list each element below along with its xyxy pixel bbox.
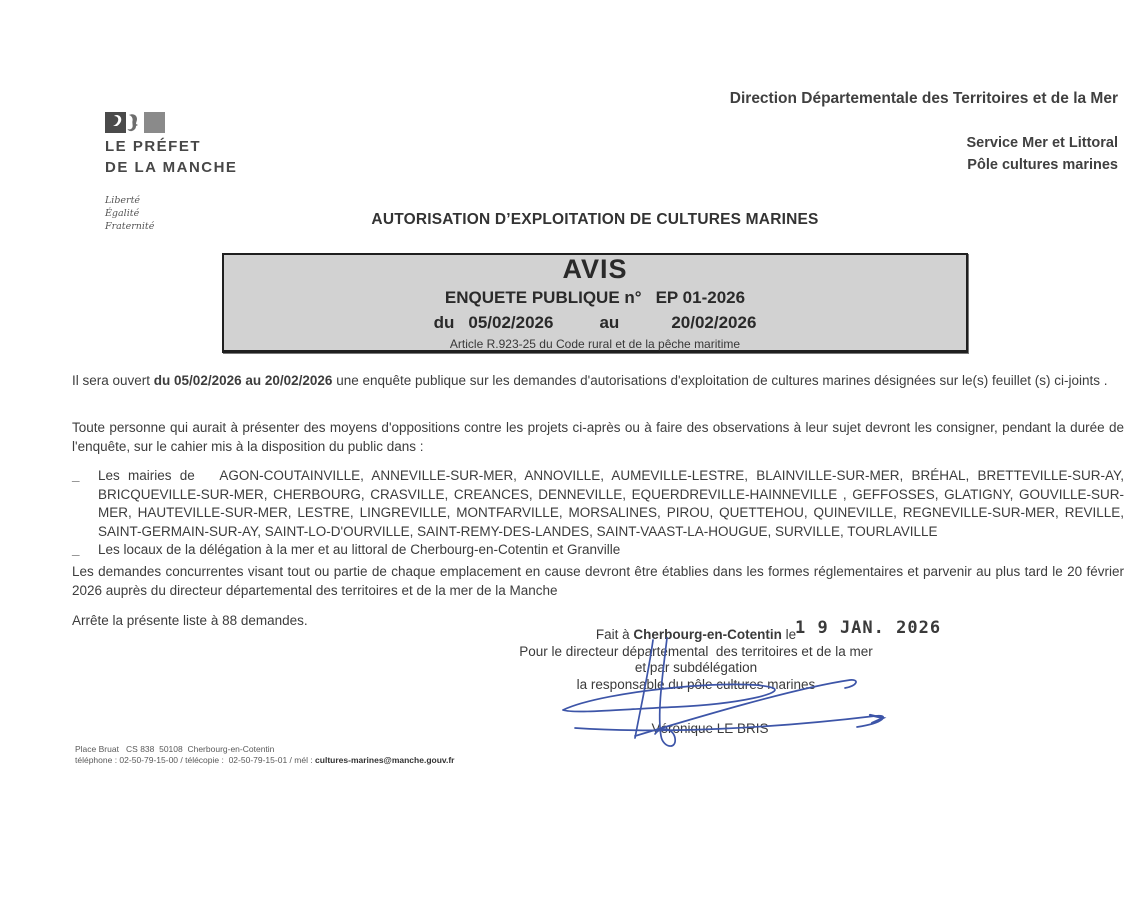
paragraph-demandes-concurrentes: Les demandes concurrentes visant tout ou partie de chaque emplacement en cause devront être établies dans les formes réglementaires et parvenir au plus tard le 20 février 2026 auprès du directeur départemental des territoires et de la mer de la Manche (72, 564, 1124, 598)
date-stamp: 1 9 JAN. 2026 (795, 618, 942, 638)
article-reference: Article R.923-25 du Code rural et de la pêche maritime (449, 336, 741, 351)
prefect-title-line2: DE LA MANCHE (105, 159, 238, 176)
p1-pre: Il sera ouvert (72, 373, 154, 388)
signatory-name: Véronique LE BRIS (651, 721, 769, 736)
footer-phone-line (75, 755, 455, 766)
p1-post: une enquête publique sur les demandes d'autorisations d'exploitation de cultures marines désignées sur le(s) feuillet (s) ci-joints . (332, 373, 1108, 388)
issuing-service-block (730, 90, 1118, 176)
motto-egalite: Égalité (105, 208, 140, 219)
paragraph-oppositions: Toute personne qui aurait à présenter des moyens d'oppositions contre les projets ci-après ou à faire des observations à leur sujet devront les consigner, pendant la durée de l'enquête, sur le cahier mis à la disposition du public dans : (72, 420, 1124, 454)
motto-liberte: Liberté (105, 195, 141, 206)
prefect-title-line1: LE PRÉFET (105, 138, 202, 155)
pour-le-directeur-line: Pour le directeur départemental des territoires et de la mer (519, 643, 873, 659)
footer-email: cultures-marines@manche.gouv.fr (315, 755, 455, 765)
fait-city: Cherbourg-en-Cotentin (633, 627, 782, 642)
fait-post: le (781, 627, 797, 642)
document-title: AUTORISATION D’EXPLOITATION DE CULTURES MARINES (371, 211, 819, 228)
motto-fraternite: Fraternité (105, 221, 155, 232)
p1-date-range: du 05/02/2026 au 20/02/2026 (153, 373, 333, 388)
enquete-number-line (445, 288, 745, 308)
paragraph-arrete-liste: Arrête la présente liste à 88 demandes. (72, 613, 308, 628)
service-name: Service Mer et Littoral (966, 135, 1118, 151)
footer-contact-block (75, 744, 455, 766)
avis-heading: AVIS (562, 253, 628, 284)
du-label: du (433, 312, 455, 332)
footer-phone: téléphone : 02-50-79-15-00 / télécopie : 02-50-79-15-01 / mél : (75, 755, 316, 765)
list-dash-marker: _ (72, 542, 80, 557)
enquete-dates-line (434, 313, 757, 333)
pole-name: Pôle cultures marines (967, 157, 1118, 173)
list-item (72, 541, 1124, 560)
list-item (72, 467, 1124, 541)
direction-name: Direction Départementale des Territoires et de la Mer (729, 90, 1118, 107)
responsable-line: la responsable du pôle cultures marines (576, 676, 816, 692)
paragraph-opening (72, 372, 1124, 391)
french-flag-marianne-icon (105, 112, 165, 133)
enquete-number: EP 01-2026 (655, 287, 746, 307)
fait-pre: Fait à (595, 627, 634, 642)
enquete-label: ENQUETE PUBLIQUE n° (444, 287, 642, 307)
locaux-delegation-text: Les locaux de la délégation à la mer et au littoral de Cherbourg-en-Cotentin et Granville (98, 542, 621, 557)
date-end: 20/02/2026 (671, 312, 757, 332)
date-start: 05/02/2026 (468, 312, 554, 332)
footer-address: Place Bruat CS 838 50108 Cherbourg-en-Cotentin (75, 744, 275, 754)
consultation-locations-list (72, 467, 1124, 560)
avis-notice-box (222, 253, 968, 353)
subdelegation-line: et par subdélégation (634, 660, 758, 675)
mairies-list-text: Les mairies de AGON-COUTAINVILLE, ANNEVILLE-SUR-MER, ANNOVILLE, AUMEVILLE-LESTRE, BLAINVILLE-SUR-MER, BRÉHAL, BRETTEVILLE-SUR-AY, BRICQUEVILLE-SUR-MER, CHERBOURG, CRASVILLE, CREANCES, DENNEVILLE, EQUERDREVILLE-HAINNEVILLE , GEFFOSSES, GLATIGNY, GOUVILLE-SUR-MER, HAUTEVILLE-SUR-MER, LESTRE, LINGREVILLE, MONTFARVILLE, MORSALINES, PIROU, QUETTEHOU, QUINEVILLE, REGNEVILLE-SUR-MER, REVILLE, SAINT-GERMAIN-SUR-AY, SAINT-LO-D'OURVILLE, SAINT-REMY-DES-LANDES, SAINT-VAAST-LA-HOUGUE, SURVILLE, TOURLAVILLE (98, 468, 1124, 539)
list-dash-marker: _ (72, 468, 80, 483)
au-label: au (599, 312, 620, 332)
